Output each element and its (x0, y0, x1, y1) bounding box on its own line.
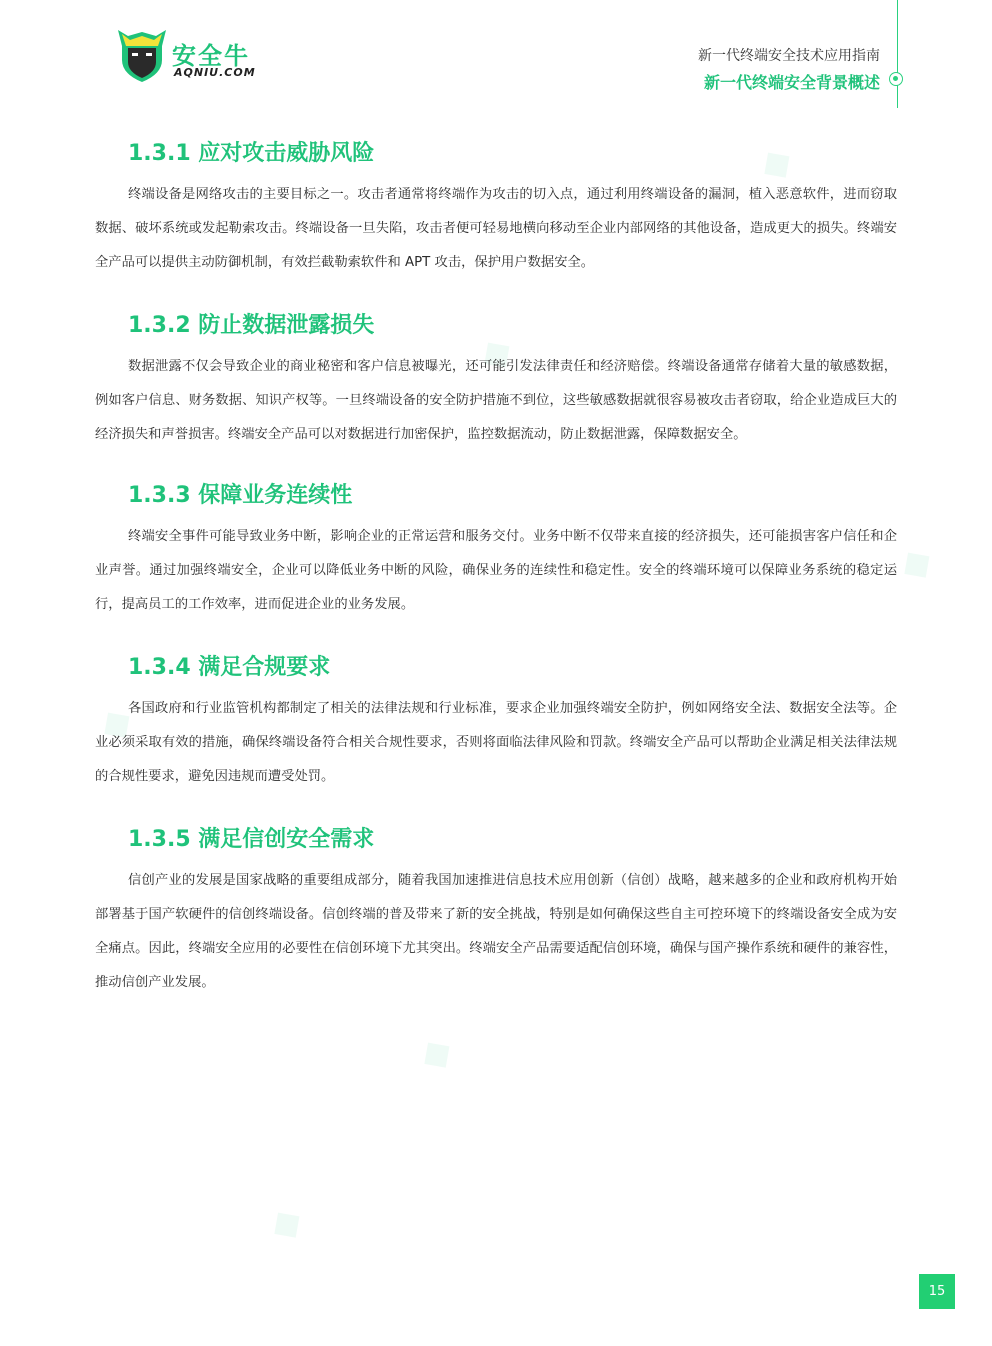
watermark: ◆ (749, 135, 802, 191)
section-business-continuity (95, 478, 897, 622)
section-heading: 1.3.5 满足信创安全需求 (128, 827, 375, 852)
chapter-title: 新一代终端安全背景概述 (703, 73, 880, 92)
section-attack-threats (95, 136, 897, 280)
section-xinchuang (95, 822, 897, 1000)
bull-shield-icon (116, 26, 168, 84)
header-divider (897, 0, 898, 108)
section-heading: 1.3.3 保障业务连续性 (128, 483, 353, 508)
section-paragraph: 信创产业的发展是国家战略的重要组成部分，随着我国加速推进信息技术应用创新（信创）战略，越来越多的企业和政府机构开始部署基于国产软硬件的信创终端设备。信创终端的普及带来了新的安全挑战，特别是如何确保这些自主可控环境下的终端设备安全成为安全痛点。因此，终端安全应用的必要性在信创环境下尤其突出。终端安全产品需要适配信创环境，确保与国产操作系统和硬件的兼容性，推动信创产业发展。 (95, 873, 897, 990)
section-paragraph: 各国政府和行业监管机构都制定了相关的法律法规和行业标准，要求企业加强终端安全防护，例如网络安全法、数据安全法等。企业必须采取有效的措施，确保终端设备符合相关合规性要求，否则将面临法律风险和罚款。终端安全产品可以帮助企业满足相关法律法规的合规性要求，避免因违规而遭受处罚。 (95, 701, 897, 784)
brand-logo (116, 26, 256, 86)
header-dot-icon (889, 72, 903, 86)
section-paragraph: 数据泄露不仅会导致企业的商业秘密和客户信息被曝光，还可能引发法律责任和经济赔偿。终端设备通常存储着大量的敏感数据，例如客户信息、财务数据、知识产权等。一旦终端设备的安全防护措施不到位，这些敏感数据就很容易被攻击者窃取，给企业造成巨大的经济损失和声誉损害。终端安全产品可以对数据进行加密保护，监控数据流动，防止数据泄露，保障数据安全。 (95, 359, 897, 442)
document-title: 新一代终端安全技术应用指南 (698, 48, 880, 64)
section-data-leakage (95, 308, 897, 452)
logo-name: 安全牛 (172, 42, 250, 70)
page-number: 15 (919, 1274, 955, 1309)
section-heading: 1.3.4 满足合规要求 (128, 655, 331, 680)
watermark: ◆ (889, 535, 942, 591)
watermark: ◆ (469, 325, 522, 381)
watermark: ◆ (259, 1195, 312, 1251)
main-content (95, 136, 897, 1000)
section-paragraph: 终端设备是网络攻击的主要目标之一。攻击者通常将终端作为攻击的切入点，通过利用终端设备的漏洞，植入恶意软件，进而窃取数据、破坏系统或发起勒索攻击。终端设备一旦失陷，攻击者便可轻易地横向移动至企业内部网络的其他设备，造成更大的损失。终端安全产品可以提供主动防御机制，有效拦截勒索软件和 APT 攻击，保护用户数据安全。 (95, 187, 897, 270)
section-paragraph: 终端安全事件可能导致业务中断，影响企业的正常运营和服务交付。业务中断不仅带来直接的经济损失，还可能损害客户信任和企业声誉。通过加强终端安全，企业可以降低业务中断的风险，确保业务的连续性和稳定性。安全的终端环境可以保障业务系统的稳定运行，提高员工的工作效率，进而促进企业的业务发展。 (95, 529, 897, 612)
watermark: ◆ (409, 1025, 462, 1081)
section-heading: 1.3.2 防止数据泄露损失 (128, 313, 375, 338)
section-heading: 1.3.1 应对攻击威胁风险 (128, 141, 375, 166)
section-compliance (95, 650, 897, 794)
watermark: ◆ (89, 695, 142, 751)
logo-domain: AQNIU.COM (174, 66, 256, 79)
